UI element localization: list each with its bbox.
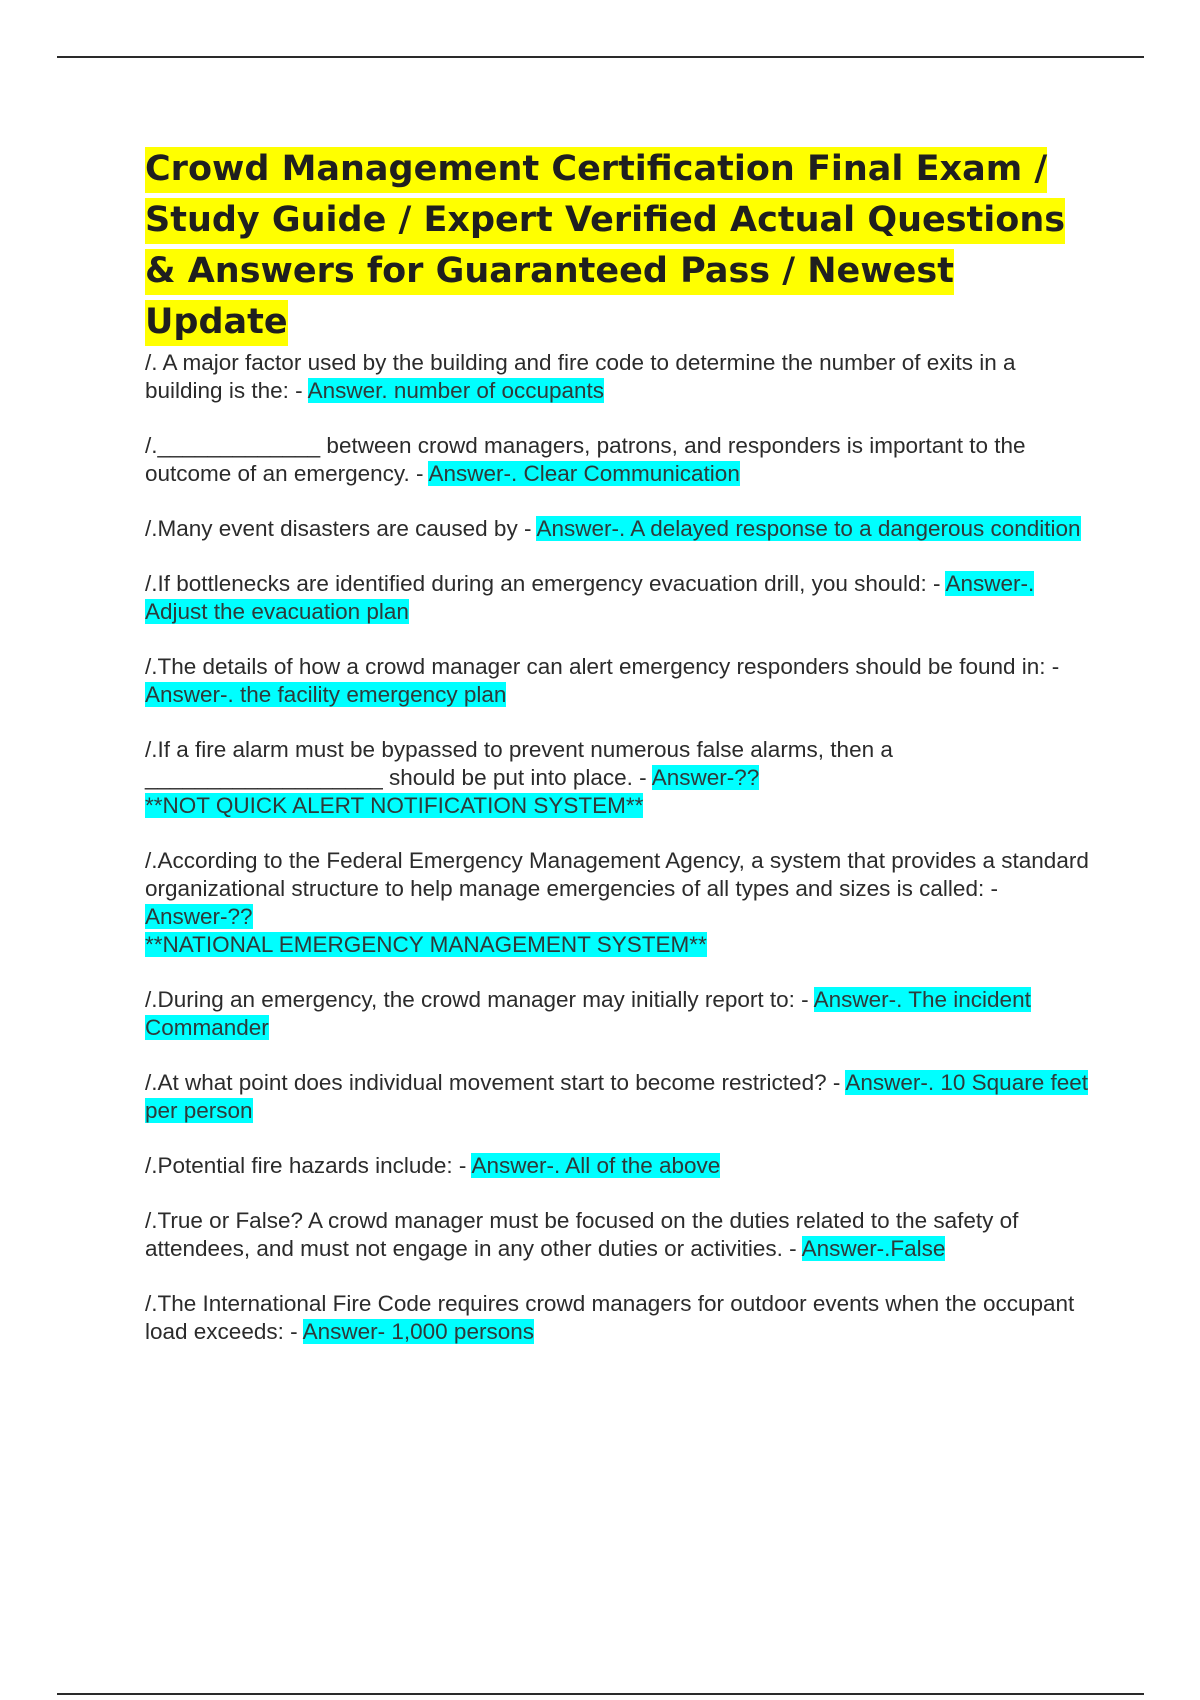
question-text: /.The International Fire Code requires crowd managers for outdoor events when the occupant load exceeds: - [145,1291,1075,1344]
bottom-rule [57,1693,1144,1695]
top-rule [57,56,1144,58]
qa-item [145,1069,1090,1125]
question-text: /.During an emergency, the crowd manager may initially report to: - [145,987,814,1012]
answer-text: Answer-. Clear Communication [428,461,740,486]
qa-list [145,349,1090,1373]
qa-item [145,986,1090,1042]
qa-item [145,349,1090,405]
qa-item [145,570,1090,626]
document-title-text: Crowd Management Certification Final Exam / Study Guide / Expert Verified Actual Questions & Answers for Guaranteed Pass / Newest Update [145,147,1065,346]
document-title [145,144,1085,348]
answer-text: Answer-. A delayed response to a dangerous condition [536,516,1081,541]
answer-text: Answer-?? [651,765,760,790]
question-text: /. A major factor used by the building and fire code to determine the number of exits in a building is the: - [145,350,1016,403]
qa-item [145,653,1090,709]
qa-item [145,847,1090,959]
answer-text: Answer-. Adjust the evacuation plan [145,571,1035,624]
answer-text: Answer-. All of the above [471,1153,721,1178]
question-text: /.If bottlenecks are identified during an emergency evacuation drill, you should: - [145,571,946,596]
answer-text: Answer- 1,000 persons [302,1319,534,1344]
answer-text: Answer-?? [145,904,253,929]
answer-text: Answer-. the facility emergency plan [145,682,507,707]
answer-note: **NOT QUICK ALERT NOTIFICATION SYSTEM** [145,793,644,818]
qa-item [145,1152,1090,1180]
answer-note: **NATIONAL EMERGENCY MANAGEMENT SYSTEM** [145,932,707,957]
question-text: /.Potential fire hazards include: - [145,1153,472,1178]
qa-item [145,736,1090,820]
question-text: /.According to the Federal Emergency Management Agency, a system that provides a standard organizational structure to help manage emergencies of all types and sizes is called: - [145,848,1089,901]
answer-text: Answer-. The incident Commander [145,987,1031,1040]
answer-text: Answer-.False [801,1236,946,1261]
question-text: /.The details of how a crowd manager can alert emergency responders should be found in: - [145,654,1060,679]
qa-item [145,515,1090,543]
answer-text: Answer-. 10 Square feet per person [145,1070,1088,1123]
question-text: /.At what point does individual movement start to become restricted? - [145,1070,846,1095]
question-text: /.If a fire alarm must be bypassed to prevent numerous false alarms, then a ___________________ should be put into place. - [145,737,893,790]
qa-item [145,1290,1090,1346]
qa-item [145,432,1090,488]
question-text: /.Many event disasters are caused by - [145,516,537,541]
question-text: /.True or False? A crowd manager must be focused on the duties related to the safety of attendees, and must not engage in any other duties or activities. - [145,1208,1019,1261]
answer-text: Answer. number of occupants [307,378,605,403]
question-text: /._____________ between crowd managers, patrons, and responders is important to the outcome of an emergency. - [145,433,1026,486]
qa-item [145,1207,1090,1263]
